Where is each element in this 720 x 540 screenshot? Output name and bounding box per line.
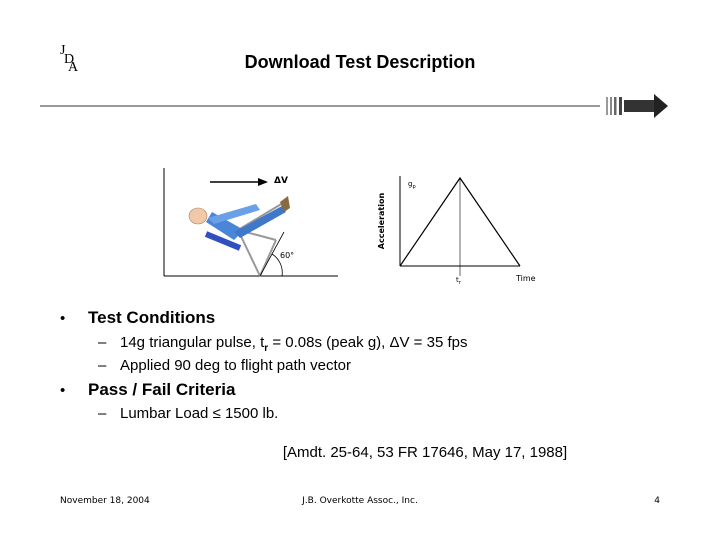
peak-label: $g_p$ <box>408 180 416 190</box>
seat-occupant-figure <box>160 168 340 280</box>
delta-v-label: ΔV <box>274 176 288 186</box>
time-marker-label: $t_r$ <box>456 276 461 286</box>
condition-orientation-text: Applied 90 deg to flight path vector <box>120 357 351 374</box>
sub-dash: – <box>98 405 107 422</box>
condition-pulse-text: 14g triangular pulse, $t_r = 0.08s$ (peak g), ΔV = 35 fps <box>120 334 468 354</box>
footer-company: J.B. Overkotte Assoc., Inc. <box>302 496 418 506</box>
test-conditions-heading: Test Conditions <box>88 308 216 327</box>
seat-leg-rear <box>260 240 276 276</box>
sub-dash: – <box>98 334 107 351</box>
regulation-reference: [Amdt. 25-64, 53 FR 17646, May 17, 1988] <box>282 444 568 461</box>
header-rule-arrow <box>40 94 680 118</box>
sub-dash: – <box>98 357 107 374</box>
logo-letter-a: A <box>68 60 79 75</box>
acceleration-pulse-chart <box>378 168 550 290</box>
angle-label: 60° <box>280 251 295 260</box>
bullet-marker: • <box>60 310 66 327</box>
slide-title: Download Test Description <box>244 52 476 72</box>
pass-fail-heading: Pass / Fail Criteria <box>88 380 236 399</box>
logo-letter-d: D <box>64 52 75 67</box>
logo-letter-j: J <box>60 43 66 58</box>
jda-logo <box>58 44 88 80</box>
occupant-head <box>189 208 207 224</box>
x-axis-label: Time <box>516 274 536 283</box>
bullet-marker: • <box>60 382 66 399</box>
footer-date: November 18, 2004 <box>60 496 150 506</box>
lumbar-load-criterion: Lumbar Load ≤ 1500 lb. <box>120 405 279 422</box>
delta-v-arrow-head <box>258 178 268 186</box>
y-axis-label: Acceleration <box>377 192 386 250</box>
footer-page-number: 4 <box>654 496 660 506</box>
